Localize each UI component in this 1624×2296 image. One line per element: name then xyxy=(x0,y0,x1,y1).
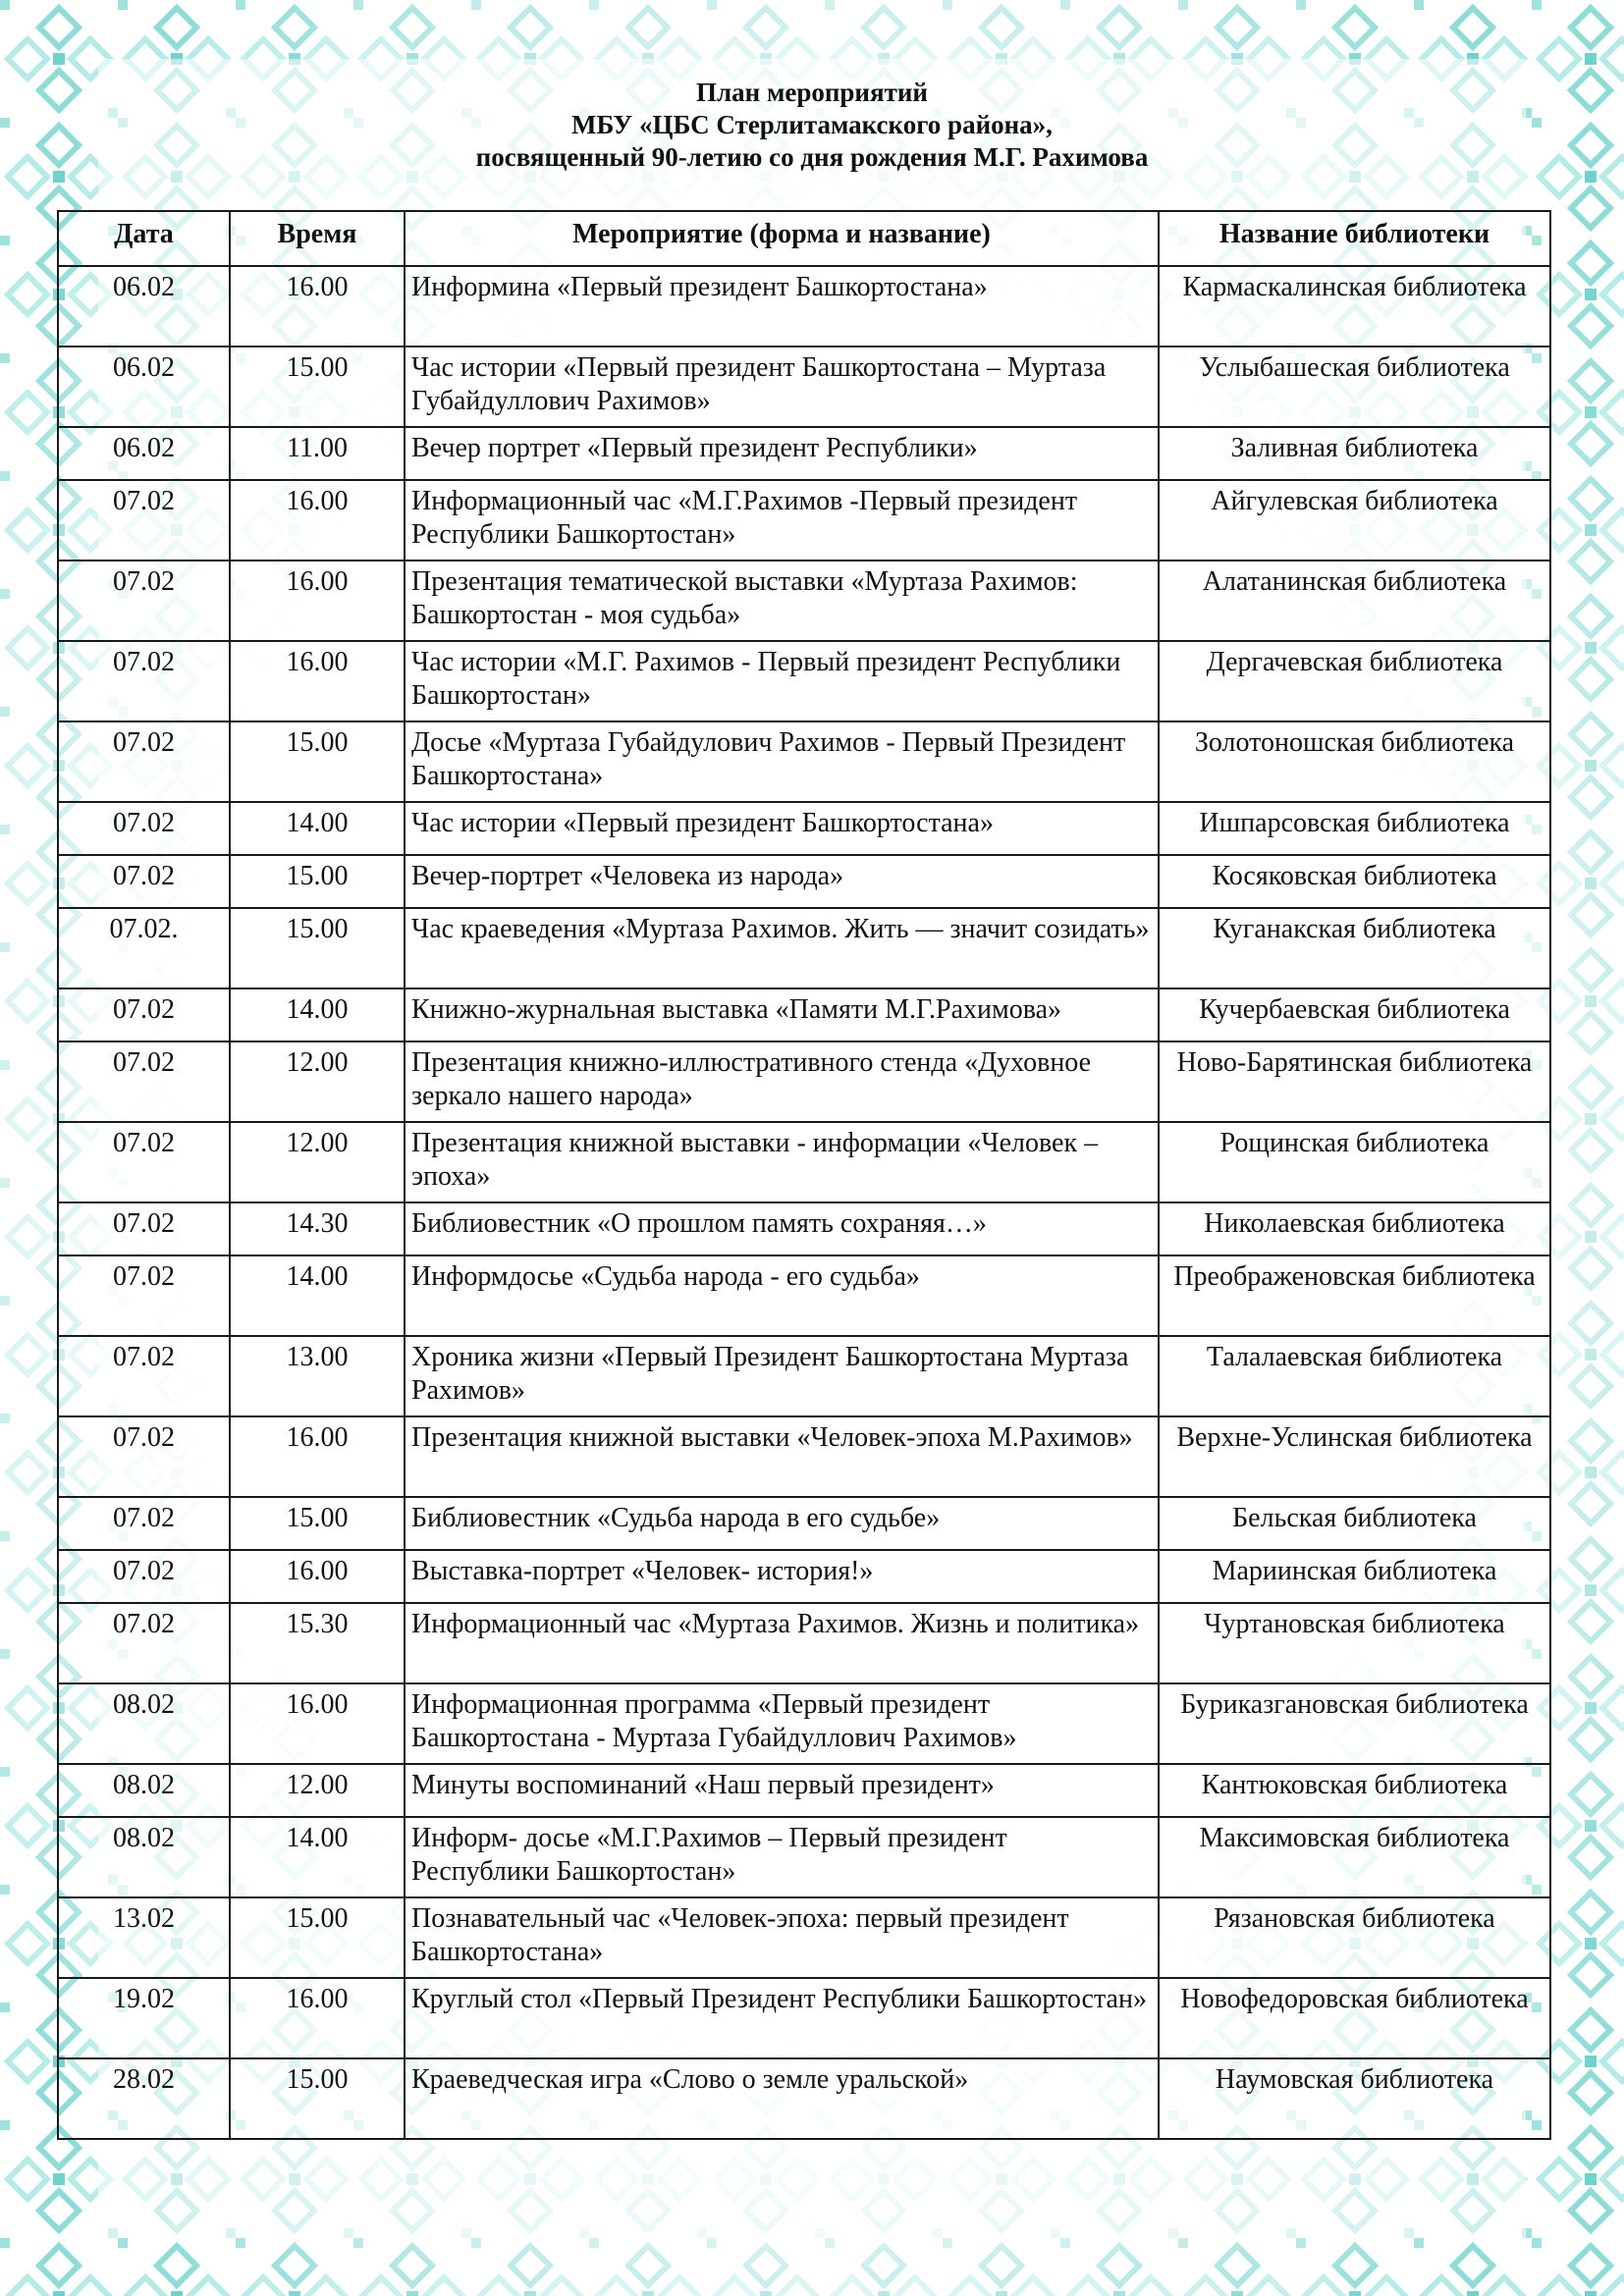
cell-event: Круглый стол «Первый Президент Республики Башкортостан» xyxy=(405,1978,1159,2058)
table-row xyxy=(58,1336,1550,1416)
cell-date: 06.02 xyxy=(58,427,230,480)
cell-event: Информ- досье «М.Г.Рахимов – Первый президент Республики Башкортостан» xyxy=(405,1817,1159,1897)
cell-date: 07.02 xyxy=(58,1416,230,1497)
cell-event: Час истории «М.Г. Рахимов - Первый президент Республики Башкортостан» xyxy=(405,641,1159,721)
cell-date: 06.02 xyxy=(58,347,230,427)
cell-event: Информина «Первый президент Башкортостана» xyxy=(405,266,1159,347)
cell-event: Презентация тематической выставки «Муртаза Рахимов: Башкортостан - моя судьба» xyxy=(405,561,1159,641)
cell-library: Рощинская библиотека xyxy=(1159,1122,1550,1202)
cell-library: Косяковская библиотека xyxy=(1159,855,1550,908)
cell-library: Услыбашеская библиотека xyxy=(1159,347,1550,427)
table-row xyxy=(58,2058,1550,2139)
cell-time: 16.00 xyxy=(230,641,405,721)
cell-date: 07.02 xyxy=(58,1550,230,1603)
cell-library: Кантюковская библиотека xyxy=(1159,1764,1550,1817)
table-row xyxy=(58,1122,1550,1202)
title-line-1: План мероприятий xyxy=(696,78,928,107)
cell-date: 07.02 xyxy=(58,1603,230,1683)
cell-time: 11.00 xyxy=(230,427,405,480)
cell-date: 08.02 xyxy=(58,1764,230,1817)
cell-event: Минуты воспоминаний «Наш первый президент» xyxy=(405,1764,1159,1817)
table-row xyxy=(58,480,1550,561)
cell-library: Куганакская библиотека xyxy=(1159,908,1550,988)
cell-date: 07.02. xyxy=(58,908,230,988)
table-row xyxy=(58,855,1550,908)
cell-time: 14.00 xyxy=(230,802,405,855)
cell-library: Верхне-Услинская библиотека xyxy=(1159,1416,1550,1497)
cell-library: Преображеновская библиотека xyxy=(1159,1255,1550,1336)
cell-date: 07.02 xyxy=(58,855,230,908)
cell-event: Презентация книжной выставки - информации «Человек – эпоха» xyxy=(405,1122,1159,1202)
cell-time: 15.00 xyxy=(230,347,405,427)
cell-date: 07.02 xyxy=(58,802,230,855)
cell-time: 16.00 xyxy=(230,266,405,347)
cell-date: 28.02 xyxy=(58,2058,230,2139)
table-row xyxy=(58,1202,1550,1255)
table-row xyxy=(58,1897,1550,1978)
cell-date: 07.02 xyxy=(58,721,230,802)
cell-event: Час краеведения «Муртаза Рахимов. Жить — значит созидать» xyxy=(405,908,1159,988)
cell-library: Заливная библиотека xyxy=(1159,427,1550,480)
cell-time: 16.00 xyxy=(230,561,405,641)
cell-date: 07.02 xyxy=(58,1122,230,1202)
cell-event: Краеведческая игра «Слово о земле уральской» xyxy=(405,2058,1159,2139)
table-row xyxy=(58,988,1550,1041)
document-title xyxy=(0,77,1624,174)
cell-time: 12.00 xyxy=(230,1122,405,1202)
cell-date: 07.02 xyxy=(58,641,230,721)
cell-library: Максимовская библиотека xyxy=(1159,1817,1550,1897)
title-line-2: МБУ «ЦБС Стерлитамакского района», xyxy=(571,110,1053,139)
cell-library: Рязановская библиотека xyxy=(1159,1897,1550,1978)
cell-event: Вечер портрет «Первый президент Республики» xyxy=(405,427,1159,480)
cell-library: Талалаевская библиотека xyxy=(1159,1336,1550,1416)
cell-event: Досье «Муртаза Губайдулович Рахимов - Первый Президент Башкортостана» xyxy=(405,721,1159,802)
cell-event: Библиовестник «О прошлом память сохраняя…» xyxy=(405,1202,1159,1255)
cell-time: 16.00 xyxy=(230,1683,405,1764)
table-row xyxy=(58,561,1550,641)
cell-date: 19.02 xyxy=(58,1978,230,2058)
cell-time: 15.00 xyxy=(230,2058,405,2139)
table-row xyxy=(58,1416,1550,1497)
cell-library: Кучербаевская библиотека xyxy=(1159,988,1550,1041)
cell-event: Библиовестник «Судьба народа в его судьбе» xyxy=(405,1497,1159,1550)
cell-date: 07.02 xyxy=(58,1041,230,1122)
cell-time: 15.00 xyxy=(230,855,405,908)
cell-date: 08.02 xyxy=(58,1683,230,1764)
table-row xyxy=(58,266,1550,347)
cell-library: Золотоношская библиотека xyxy=(1159,721,1550,802)
cell-event: Вечер-портрет «Человека из народа» xyxy=(405,855,1159,908)
cell-library: Мариинская библиотека xyxy=(1159,1550,1550,1603)
table-row xyxy=(58,1550,1550,1603)
table-row xyxy=(58,721,1550,802)
cell-library: Алатанинская библиотека xyxy=(1159,561,1550,641)
cell-date: 07.02 xyxy=(58,480,230,561)
header-library: Название библиотеки xyxy=(1159,211,1550,266)
cell-time: 16.00 xyxy=(230,1416,405,1497)
cell-event: Час истории «Первый президент Башкортостана – Муртаза Губайдуллович Рахимов» xyxy=(405,347,1159,427)
table-row xyxy=(58,1255,1550,1336)
cell-event: Книжно-журнальная выставка «Памяти М.Г.Рахимова» xyxy=(405,988,1159,1041)
cell-event: Хроника жизни «Первый Президент Башкортостана Муртаза Рахимов» xyxy=(405,1336,1159,1416)
cell-library: Наумовская библиотека xyxy=(1159,2058,1550,2139)
title-line-3: посвященный 90-летию со дня рождения М.Г. Рахимова xyxy=(475,142,1149,172)
cell-date: 07.02 xyxy=(58,1255,230,1336)
table-row xyxy=(58,347,1550,427)
cell-event: Познавательный час «Человек-эпоха: первый президент Башкортостана» xyxy=(405,1897,1159,1978)
header-date: Дата xyxy=(58,211,230,266)
cell-date: 07.02 xyxy=(58,988,230,1041)
table-row xyxy=(58,908,1550,988)
cell-event: Информационный час «Муртаза Рахимов. Жизнь и политика» xyxy=(405,1603,1159,1683)
table-row xyxy=(58,802,1550,855)
cell-time: 15.00 xyxy=(230,721,405,802)
cell-date: 07.02 xyxy=(58,1497,230,1550)
cell-library: Ново-Барятинская библиотека xyxy=(1159,1041,1550,1122)
cell-time: 15.00 xyxy=(230,1497,405,1550)
header-event: Мероприятие (форма и название) xyxy=(405,211,1159,266)
table-body xyxy=(58,266,1550,2139)
cell-event: Выставка-портрет «Человек- история!» xyxy=(405,1550,1159,1603)
cell-time: 12.00 xyxy=(230,1041,405,1122)
table-row xyxy=(58,1764,1550,1817)
cell-library: Николаевская библиотека xyxy=(1159,1202,1550,1255)
cell-date: 07.02 xyxy=(58,561,230,641)
cell-date: 08.02 xyxy=(58,1817,230,1897)
cell-library: Ишпарсовская библиотека xyxy=(1159,802,1550,855)
cell-library: Бельская библиотека xyxy=(1159,1497,1550,1550)
table-row xyxy=(58,1497,1550,1550)
header-time: Время xyxy=(230,211,405,266)
table-row xyxy=(58,427,1550,480)
table-row xyxy=(58,641,1550,721)
cell-time: 13.00 xyxy=(230,1336,405,1416)
cell-library: Чуртановская библиотека xyxy=(1159,1603,1550,1683)
cell-date: 13.02 xyxy=(58,1897,230,1978)
cell-library: Дергачевская библиотека xyxy=(1159,641,1550,721)
cell-time: 14.00 xyxy=(230,1255,405,1336)
cell-time: 16.00 xyxy=(230,480,405,561)
events-table xyxy=(57,210,1551,2140)
cell-date: 07.02 xyxy=(58,1202,230,1255)
cell-event: Информационная программа «Первый президент Башкортостана - Муртаза Губайдуллович Рахимов» xyxy=(405,1683,1159,1764)
table-row xyxy=(58,1978,1550,2058)
cell-event: Информационный час «М.Г.Рахимов -Первый президент Республики Башкортостан» xyxy=(405,480,1159,561)
cell-time: 14.00 xyxy=(230,988,405,1041)
cell-library: Новофедоровская библиотека xyxy=(1159,1978,1550,2058)
cell-time: 14.00 xyxy=(230,1817,405,1897)
table-row xyxy=(58,1041,1550,1122)
cell-date: 06.02 xyxy=(58,266,230,347)
cell-event: Презентация книжной выставки «Человек-эпоха М.Рахимов» xyxy=(405,1416,1159,1497)
table-header-row xyxy=(58,211,1550,266)
cell-event: Час истории «Первый президент Башкортостана» xyxy=(405,802,1159,855)
table-row xyxy=(58,1603,1550,1683)
cell-library: Кармаскалинская библиотека xyxy=(1159,266,1550,347)
cell-library: Айгулевская библиотека xyxy=(1159,480,1550,561)
cell-time: 16.00 xyxy=(230,1978,405,2058)
cell-date: 07.02 xyxy=(58,1336,230,1416)
table-row xyxy=(58,1683,1550,1764)
cell-time: 12.00 xyxy=(230,1764,405,1817)
cell-event: Презентация книжно-иллюстративного стенда «Духовное зеркало нашего народа» xyxy=(405,1041,1159,1122)
cell-time: 14.30 xyxy=(230,1202,405,1255)
table-row xyxy=(58,1817,1550,1897)
cell-time: 15.00 xyxy=(230,908,405,988)
cell-time: 16.00 xyxy=(230,1550,405,1603)
cell-library: Буриказгановская библиотека xyxy=(1159,1683,1550,1764)
cell-time: 15.00 xyxy=(230,1897,405,1978)
cell-event: Информдосье «Судьба народа - его судьба» xyxy=(405,1255,1159,1336)
cell-time: 15.30 xyxy=(230,1603,405,1683)
